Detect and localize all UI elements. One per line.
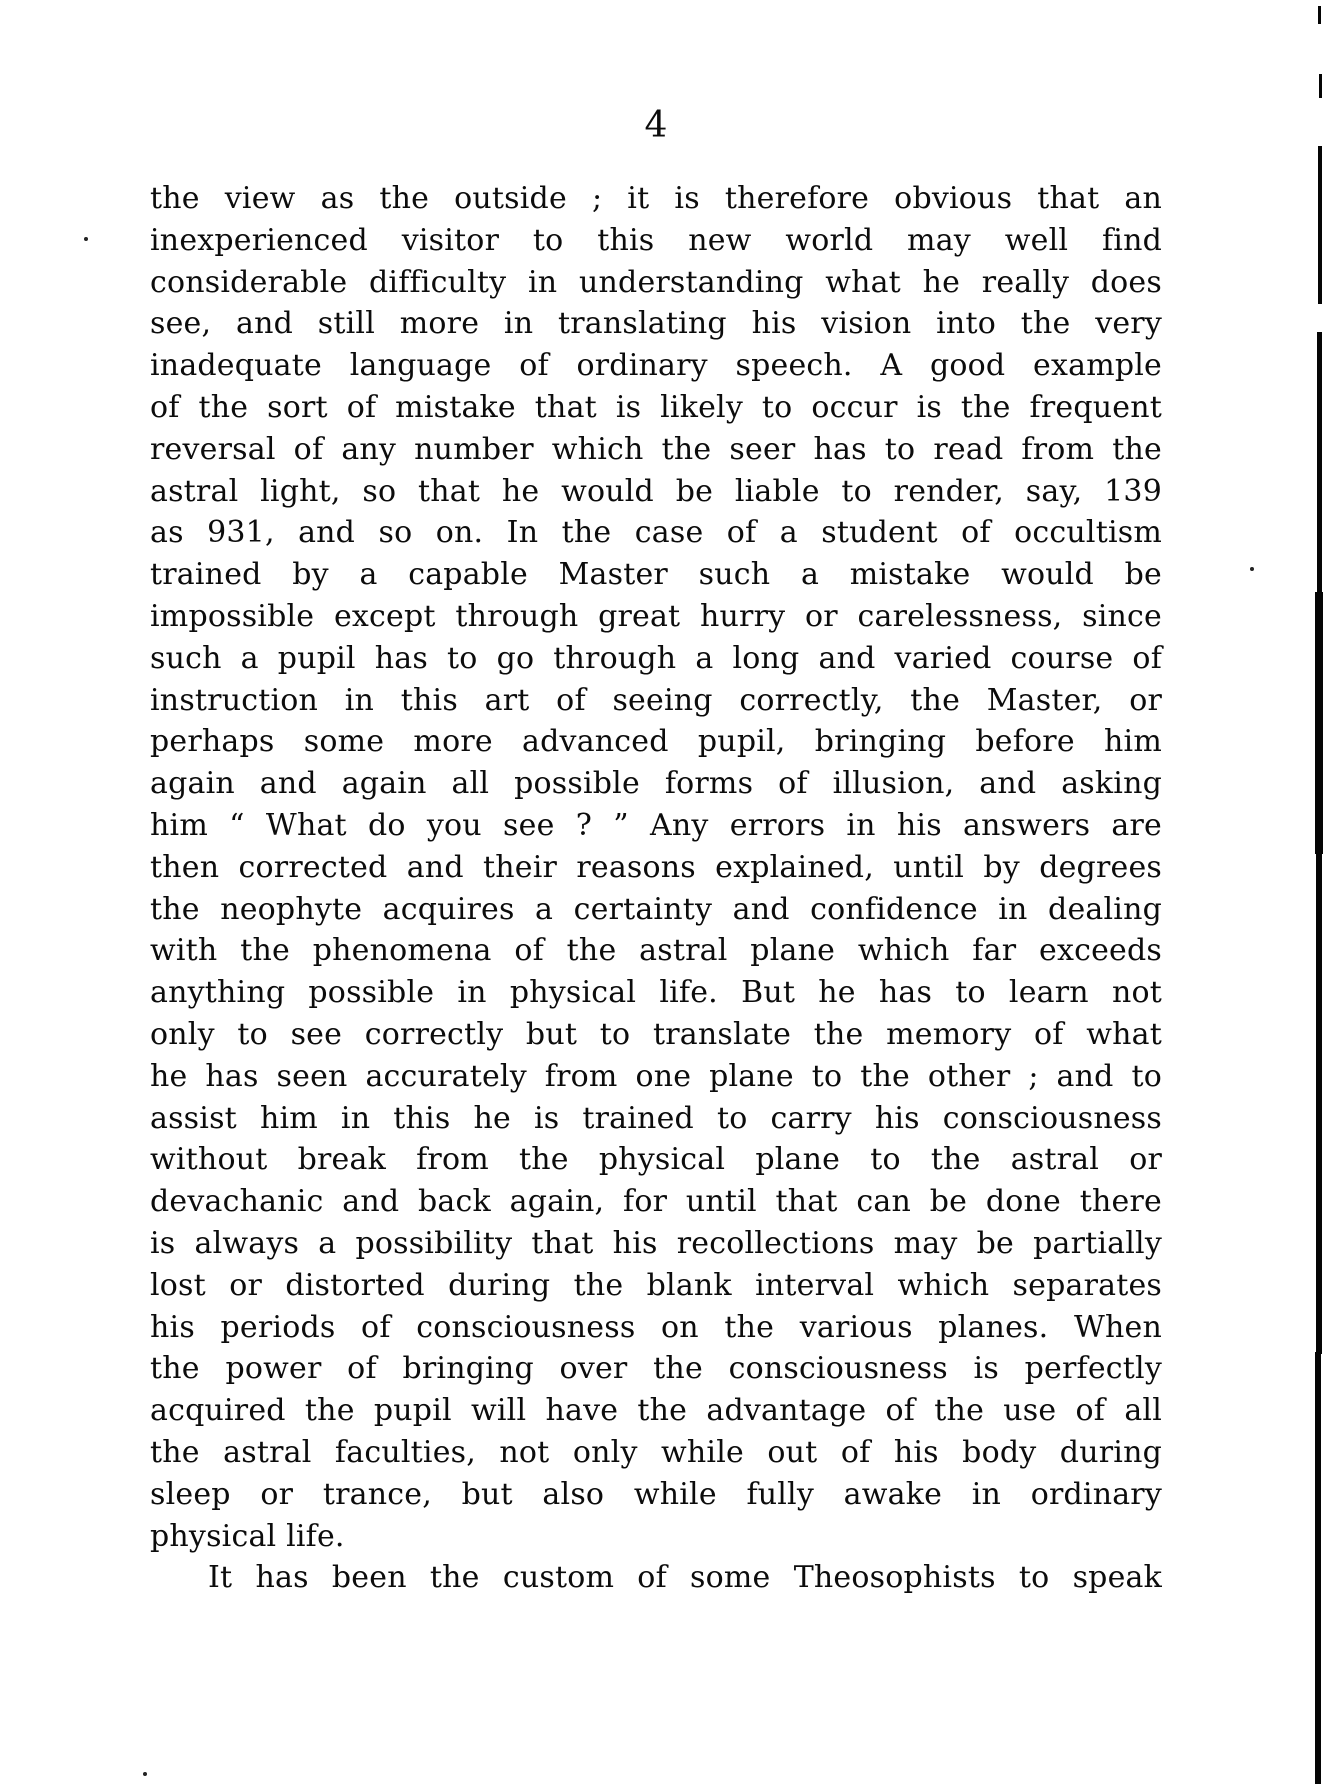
text-line: astral light, so that he would be liable to render, say, 139 — [150, 473, 1162, 509]
text-line: he has seen accurately from one plane to the other ; and to — [150, 1058, 1162, 1094]
text-line: assist him in this he is trained to carry his consciousness — [150, 1100, 1162, 1136]
scan-edge-line-segment — [1318, 146, 1322, 304]
text-line: of the sort of mistake that is likely to occur is the frequent — [150, 389, 1162, 425]
text-line: only to see correctly but to translate the memory of what — [150, 1016, 1162, 1052]
text-line: his periods of consciousness on the various planes. When — [150, 1309, 1162, 1345]
text-line: the view as the outside ; it is therefore obvious that an — [150, 181, 1162, 216]
text-line: physical life. — [150, 1518, 345, 1554]
scan-edge-line-segment — [1319, 74, 1322, 98]
ink-speck — [143, 1772, 147, 1776]
text-line: is always a possibility that his recollections may be partially — [150, 1225, 1162, 1261]
text-line: the neophyte acquires a certainty and confidence in dealing — [150, 891, 1162, 927]
scan-edge-line-segment — [1318, 6, 1321, 24]
text-line: lost or distorted during the blank interval which separates — [150, 1267, 1162, 1303]
scan-edge-line-segment — [1316, 852, 1322, 1354]
text-line: such a pupil has to go through a long and varied course of — [150, 640, 1162, 676]
text-line: anything possible in physical life. But he has to learn not — [150, 975, 1162, 1011]
text-line: him “ What do you see ? ” Any errors in his answers are — [150, 807, 1162, 843]
text-line: the astral faculties, not only while out of his body during — [150, 1434, 1162, 1470]
text-line: with the phenomena of the astral plane which far exceeds — [150, 933, 1162, 969]
scan-edge-line-segment — [1315, 592, 1323, 854]
text-line: as 931, and so on. In the case of a student of occultism — [150, 515, 1162, 551]
text-line: It has been the custom of some Theosophists to speak — [208, 1560, 1162, 1596]
text-line: perhaps some more advanced pupil, bringing before him — [150, 724, 1162, 760]
text-line: sleep or trance, but also while fully awake in ordinary — [150, 1476, 1162, 1512]
text-line: instruction in this art of seeing correctly, the Master, or — [150, 682, 1162, 718]
text-line: see, and still more in translating his vision into the very — [150, 306, 1162, 342]
text-line: acquired the pupil will have the advantage of the use of all — [150, 1393, 1162, 1429]
text-line: inadequate language of ordinary speech. A good example — [150, 348, 1162, 384]
text-line: considerable difficulty in understanding what he really does — [150, 264, 1162, 300]
text-line: the power of bringing over the consciousness is perfectly — [150, 1351, 1162, 1387]
text-block — [150, 178, 1162, 1599]
scan-edge-line-segment — [1315, 1352, 1321, 1784]
text-line: without break from the physical plane to the astral or — [150, 1142, 1162, 1178]
text-line: inexperienced visitor to this new world may well find — [150, 222, 1162, 258]
page-number: 4 — [644, 105, 668, 146]
ink-speck — [1250, 567, 1254, 571]
text-line: devachanic and back again, for until that can be done there — [150, 1184, 1162, 1220]
text-line: impossible except through great hurry or carelessness, since — [150, 598, 1162, 634]
text-line: trained by a capable Master such a mistake would be — [150, 557, 1162, 593]
text-line: reversal of any number which the seer has to read from the — [150, 431, 1162, 467]
ink-speck — [84, 237, 88, 241]
text-line: again and again all possible forms of illusion, and asking — [150, 766, 1162, 802]
text-line: then corrected and their reasons explained, until by degrees — [150, 849, 1162, 885]
scan-edge-line-segment — [1317, 332, 1322, 594]
